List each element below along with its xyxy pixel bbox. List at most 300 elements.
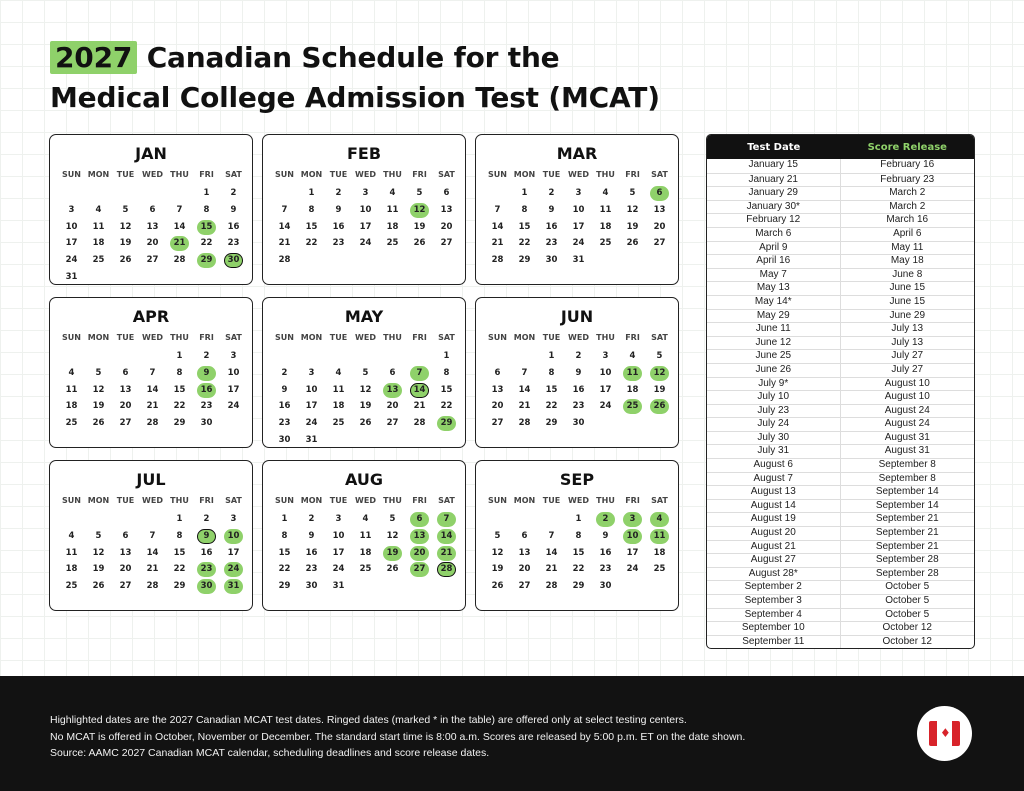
test-date-cell: 21 — [170, 236, 189, 251]
weekday-label: SAT — [651, 496, 668, 505]
date-cell: 3 — [602, 351, 609, 361]
score-release-value: September 8 — [878, 459, 936, 471]
date-cell: 25 — [65, 418, 78, 429]
test-date-value: January 15 — [707, 159, 841, 173]
table-row — [707, 200, 974, 214]
date-cell: 29 — [518, 255, 531, 266]
table-row — [707, 268, 974, 282]
score-release-value: March 2 — [889, 187, 926, 199]
weekday-label: MON — [87, 333, 110, 342]
date-cell: 21 — [146, 564, 159, 575]
date-cell: 3 — [230, 514, 237, 524]
date-cell: 10 — [332, 530, 345, 541]
date-cell: 21 — [518, 401, 531, 412]
date-cell: 6 — [521, 530, 528, 541]
month-name: MAY — [344, 307, 384, 326]
weekday-label: THU — [383, 170, 402, 179]
month-jan — [49, 134, 253, 285]
footer-line-1: Highlighted dates are the 2027 Canadian MCAT test dates. Ringed dates (marked * in the table) are offered only at select testing centers. — [50, 714, 687, 726]
weekday-label: SUN — [275, 333, 294, 342]
test-date-value: February 12 — [707, 214, 841, 227]
date-cell: 3 — [68, 204, 75, 215]
date-cell: 15 — [278, 547, 291, 558]
date-cell: 8 — [443, 367, 450, 378]
date-cell: 31 — [305, 435, 318, 445]
date-cell: 6 — [389, 367, 396, 378]
date-cell: 26 — [119, 255, 132, 266]
weekday-label: FRI — [412, 496, 427, 505]
date-cell: 25 — [92, 255, 105, 266]
date-cell: 2 — [575, 351, 582, 361]
month-name: AUG — [344, 470, 383, 489]
maple-leaf-icon: ♦ — [940, 726, 951, 740]
date-cell: 22 — [572, 564, 585, 575]
score-release-value: October 12 — [882, 635, 932, 647]
test-date-cell: 27 — [410, 562, 429, 577]
date-cell: 31 — [572, 255, 585, 266]
test-date-value: July 31 — [707, 445, 841, 458]
weekday-label: SUN — [275, 170, 294, 179]
test-date-value: April 16 — [707, 255, 841, 268]
date-cell: 29 — [545, 418, 558, 429]
date-cell: 6 — [443, 188, 450, 198]
weekday-label: SAT — [651, 170, 668, 179]
table-row — [707, 377, 974, 391]
date-cell: 26 — [92, 418, 105, 429]
table-row — [707, 540, 974, 554]
score-release-value: July 13 — [891, 323, 924, 335]
date-cell: 13 — [440, 204, 453, 215]
date-cell: 25 — [332, 418, 345, 429]
date-cell: 4 — [602, 188, 609, 198]
date-cell: 8 — [548, 367, 555, 378]
date-cell: 29 — [173, 581, 186, 592]
date-cell: 8 — [176, 530, 183, 541]
date-cell: 17 — [227, 384, 240, 395]
date-cell: 6 — [122, 367, 129, 378]
date-cell: 28 — [545, 581, 558, 592]
test-date-cell: 13 — [410, 529, 429, 544]
date-cell: 1 — [203, 188, 210, 198]
date-cell: 11 — [65, 547, 78, 558]
date-cell: 20 — [386, 401, 399, 412]
month-jul — [49, 460, 253, 611]
test-date-value: August 13 — [707, 486, 841, 499]
date-cell: 9 — [281, 384, 288, 395]
test-date-value: January 30* — [707, 201, 841, 214]
weekday-label: MON — [513, 170, 536, 179]
date-cell: 26 — [626, 238, 639, 249]
date-cell: 12 — [119, 221, 132, 232]
date-cell: 9 — [548, 204, 555, 215]
test-date-value: August 20 — [707, 527, 841, 540]
table-row — [707, 309, 974, 323]
date-cell: 8 — [308, 204, 315, 215]
test-date-value: June 11 — [707, 323, 841, 336]
date-cell: 17 — [626, 547, 639, 558]
header-score-release: Score Release — [867, 141, 947, 153]
test-date-value: June 12 — [707, 337, 841, 350]
weekday-label: WED — [355, 496, 376, 505]
date-cell: 15 — [173, 384, 186, 395]
date-cell: 1 — [176, 514, 183, 524]
weekday-label: MON — [300, 170, 323, 179]
date-cell: 18 — [386, 221, 399, 232]
date-cell: 22 — [278, 564, 291, 575]
date-cell: 24 — [626, 564, 639, 575]
weekday-label: MON — [300, 496, 323, 505]
date-cell: 19 — [491, 564, 504, 575]
weekday-label: WED — [568, 496, 589, 505]
date-cell: 15 — [545, 384, 558, 395]
test-date-value: August 21 — [707, 541, 841, 554]
score-release-value: October 12 — [882, 622, 932, 634]
date-cell: 25 — [65, 581, 78, 592]
month-apr — [49, 297, 253, 448]
date-cell: 24 — [572, 238, 585, 249]
date-cell: 18 — [332, 401, 345, 412]
date-cell: 15 — [173, 547, 186, 558]
date-cell: 28 — [146, 581, 159, 592]
date-cell: 22 — [545, 401, 558, 412]
date-cell: 1 — [521, 188, 528, 198]
date-cell: 22 — [173, 564, 186, 575]
date-cell: 15 — [572, 547, 585, 558]
month-mar — [475, 134, 679, 285]
test-date-cell: 9 — [197, 366, 216, 381]
date-cell: 20 — [146, 238, 159, 249]
date-cell: 14 — [146, 384, 159, 395]
date-cell: 3 — [575, 188, 582, 198]
date-cell: 30 — [200, 418, 213, 429]
weekday-label: MON — [513, 333, 536, 342]
date-cell: 9 — [230, 204, 237, 215]
table-row — [707, 227, 974, 241]
date-cell: 7 — [281, 204, 288, 215]
date-cell: 21 — [545, 564, 558, 575]
test-date-cell: 16 — [197, 383, 216, 398]
table-row — [707, 472, 974, 486]
test-date-value: September 2 — [707, 581, 841, 594]
date-cell: 23 — [545, 238, 558, 249]
date-cell: 3 — [308, 367, 315, 378]
weekday-label: TUE — [329, 333, 348, 342]
date-cell: 20 — [119, 401, 132, 412]
date-cell: 2 — [203, 514, 210, 524]
date-cell: 8 — [176, 367, 183, 378]
date-cell: 24 — [359, 238, 372, 249]
date-cell: 22 — [305, 238, 318, 249]
weekday-label: THU — [170, 333, 189, 342]
weekday-label: FRI — [199, 496, 214, 505]
score-release-value: June 29 — [889, 309, 926, 321]
date-cell: 23 — [332, 238, 345, 249]
score-release-value: October 5 — [885, 581, 930, 593]
test-date-cell: 30 — [224, 253, 243, 268]
date-cell: 5 — [494, 530, 501, 541]
weekday-label: THU — [170, 496, 189, 505]
schedule-table — [706, 134, 975, 649]
date-cell: 26 — [386, 564, 399, 575]
test-date-value: August 7 — [707, 473, 841, 486]
date-cell: 27 — [119, 581, 132, 592]
table-row — [707, 241, 974, 255]
date-cell: 6 — [149, 204, 156, 215]
score-release-value: April 6 — [893, 227, 922, 239]
date-cell: 31 — [332, 581, 345, 592]
month-jun — [475, 297, 679, 448]
date-cell: 12 — [386, 530, 399, 541]
date-cell: 10 — [599, 367, 612, 378]
date-cell: 7 — [494, 204, 501, 215]
date-cell: 23 — [278, 418, 291, 429]
weekday-label: TUE — [116, 496, 135, 505]
test-date-value: September 11 — [707, 636, 841, 649]
month-feb — [262, 134, 466, 285]
month-name: MAR — [556, 144, 598, 163]
date-cell: 14 — [491, 221, 504, 232]
test-date-cell: 14 — [437, 529, 456, 544]
date-cell: 16 — [599, 547, 612, 558]
test-date-value: July 24 — [707, 418, 841, 431]
date-cell: 5 — [122, 204, 129, 215]
weekday-label: TUE — [329, 496, 348, 505]
test-date-value: June 26 — [707, 364, 841, 377]
month-name: JAN — [135, 144, 167, 163]
date-cell: 4 — [629, 351, 636, 361]
date-cell: 9 — [308, 530, 315, 541]
weekday-label: MON — [87, 496, 110, 505]
table-row — [707, 553, 974, 567]
table-row — [707, 621, 974, 635]
date-cell: 13 — [146, 221, 159, 232]
test-date-cell: 23 — [197, 562, 216, 577]
date-cell: 18 — [626, 384, 639, 395]
test-date-value: September 4 — [707, 609, 841, 622]
date-cell: 10 — [359, 204, 372, 215]
date-cell: 25 — [653, 564, 666, 575]
date-cell: 11 — [332, 384, 345, 395]
title-year: 2027 — [50, 41, 137, 74]
date-cell: 6 — [494, 367, 501, 378]
date-cell: 27 — [386, 418, 399, 429]
table-row — [707, 526, 974, 540]
date-cell: 13 — [518, 547, 531, 558]
test-date-value: June 25 — [707, 350, 841, 363]
table-row — [707, 499, 974, 513]
test-date-value: May 14* — [707, 296, 841, 309]
score-release-value: August 10 — [884, 377, 930, 389]
date-cell: 17 — [305, 401, 318, 412]
date-cell: 27 — [119, 418, 132, 429]
table-row — [707, 431, 974, 445]
date-cell: 19 — [413, 221, 426, 232]
weekday-label: SUN — [488, 170, 507, 179]
weekday-label: FRI — [412, 170, 427, 179]
date-cell: 7 — [149, 367, 156, 378]
score-release-value: May 18 — [890, 255, 924, 267]
date-cell: 7 — [149, 530, 156, 541]
table-row — [707, 281, 974, 295]
date-cell: 10 — [227, 367, 240, 378]
date-cell: 11 — [92, 221, 105, 232]
footer — [0, 676, 1024, 791]
title-line-1 — [50, 38, 660, 78]
date-cell: 1 — [548, 351, 555, 361]
date-cell: 5 — [389, 514, 396, 524]
test-date-value: August 6 — [707, 459, 841, 472]
test-date-cell: 6 — [410, 512, 429, 527]
date-cell: 13 — [119, 384, 132, 395]
date-cell: 17 — [359, 221, 372, 232]
table-row — [707, 567, 974, 581]
date-cell: 18 — [65, 401, 78, 412]
flag-badge — [917, 706, 972, 761]
weekday-label: SAT — [438, 496, 455, 505]
month-may — [262, 297, 466, 448]
date-cell: 2 — [548, 188, 555, 198]
table-row — [707, 404, 974, 418]
date-cell: 19 — [92, 564, 105, 575]
score-release-value: May 11 — [891, 241, 924, 253]
weekday-label: MON — [300, 333, 323, 342]
test-date-cell: 26 — [650, 399, 669, 414]
test-date-cell: 10 — [623, 529, 642, 544]
date-cell: 25 — [359, 564, 372, 575]
score-release-value: July 27 — [891, 363, 924, 375]
date-cell: 16 — [332, 221, 345, 232]
test-date-value: January 29 — [707, 187, 841, 200]
date-cell: 20 — [653, 221, 666, 232]
date-cell: 29 — [278, 581, 291, 592]
test-date-cell: 29 — [197, 253, 216, 268]
date-cell: 18 — [653, 547, 666, 558]
weekday-label: SUN — [488, 333, 507, 342]
date-cell: 8 — [281, 530, 288, 541]
month-name: JUL — [136, 470, 166, 489]
table-row — [707, 254, 974, 268]
date-cell: 21 — [491, 238, 504, 249]
date-cell: 10 — [305, 384, 318, 395]
date-cell: 11 — [386, 204, 399, 215]
test-date-cell: 2 — [596, 512, 615, 527]
date-cell: 30 — [545, 255, 558, 266]
test-date-cell: 14 — [410, 383, 429, 398]
date-cell: 4 — [68, 367, 75, 378]
test-date-value: May 29 — [707, 310, 841, 323]
test-date-cell: 11 — [650, 529, 669, 544]
table-row — [707, 349, 974, 363]
date-cell: 2 — [308, 514, 315, 524]
weekday-label: SUN — [62, 496, 81, 505]
date-cell: 19 — [626, 221, 639, 232]
test-date-cell: 4 — [650, 512, 669, 527]
date-cell: 23 — [572, 401, 585, 412]
date-cell: 11 — [599, 204, 612, 215]
date-cell: 5 — [416, 188, 423, 198]
date-cell: 28 — [278, 255, 291, 266]
date-cell: 4 — [362, 514, 369, 524]
date-cell: 9 — [335, 204, 342, 215]
table-row — [707, 295, 974, 309]
weekday-label: THU — [596, 333, 615, 342]
date-cell: 18 — [92, 238, 105, 249]
date-cell: 18 — [359, 547, 372, 558]
date-cell: 27 — [653, 238, 666, 249]
date-cell: 12 — [626, 204, 639, 215]
date-cell: 29 — [572, 581, 585, 592]
date-cell: 10 — [65, 221, 78, 232]
date-cell: 28 — [413, 418, 426, 429]
table-header — [707, 135, 974, 159]
score-release-value: July 27 — [891, 350, 924, 362]
date-cell: 30 — [278, 435, 291, 445]
test-date-value: August 14 — [707, 500, 841, 513]
weekday-label: WED — [568, 170, 589, 179]
score-release-value: September 14 — [875, 499, 939, 511]
weekday-label: FRI — [412, 333, 427, 342]
weekday-label: THU — [383, 496, 402, 505]
weekday-label: FRI — [625, 170, 640, 179]
weekday-label: THU — [383, 333, 402, 342]
test-date-value: March 6 — [707, 228, 841, 241]
score-release-value: June 15 — [889, 295, 926, 307]
month-aug — [262, 460, 466, 611]
date-cell: 24 — [305, 418, 318, 429]
date-cell: 28 — [491, 255, 504, 266]
date-cell: 22 — [200, 238, 213, 249]
date-cell: 6 — [122, 530, 129, 541]
weekday-label: TUE — [116, 333, 135, 342]
score-release-value: October 5 — [885, 608, 930, 620]
date-cell: 8 — [521, 204, 528, 215]
table-row — [707, 213, 974, 227]
test-date-cell: 11 — [623, 366, 642, 381]
score-release-value: August 31 — [884, 431, 930, 443]
date-cell: 17 — [572, 221, 585, 232]
month-sep — [475, 460, 679, 611]
date-cell: 11 — [359, 530, 372, 541]
test-date-value: August 19 — [707, 513, 841, 526]
date-cell: 20 — [440, 221, 453, 232]
date-cell: 17 — [599, 384, 612, 395]
weekday-label: FRI — [625, 333, 640, 342]
date-cell: 15 — [440, 384, 453, 395]
weekday-label: THU — [170, 170, 189, 179]
date-cell: 28 — [518, 418, 531, 429]
table-row — [707, 390, 974, 404]
month-name: JUN — [560, 307, 594, 326]
table-row — [707, 186, 974, 200]
date-cell: 17 — [332, 547, 345, 558]
date-cell: 4 — [389, 188, 396, 198]
date-cell: 16 — [545, 221, 558, 232]
table-row — [707, 173, 974, 187]
table-row — [707, 322, 974, 336]
date-cell: 29 — [173, 418, 186, 429]
test-date-value: September 10 — [707, 622, 841, 635]
footer-line-2: No MCAT is offered in October, November or December. The standard start time is 8:00 a.m. Scores are released by 5:00 p.m. ET on the date shown. — [50, 730, 746, 743]
canada-flag-icon — [929, 721, 960, 746]
date-cell: 24 — [599, 401, 612, 412]
date-cell: 12 — [92, 384, 105, 395]
date-cell: 12 — [92, 547, 105, 558]
table-row — [707, 485, 974, 499]
date-cell: 21 — [146, 401, 159, 412]
date-cell: 23 — [305, 564, 318, 575]
date-cell: 1 — [281, 514, 288, 524]
table-row — [707, 336, 974, 350]
